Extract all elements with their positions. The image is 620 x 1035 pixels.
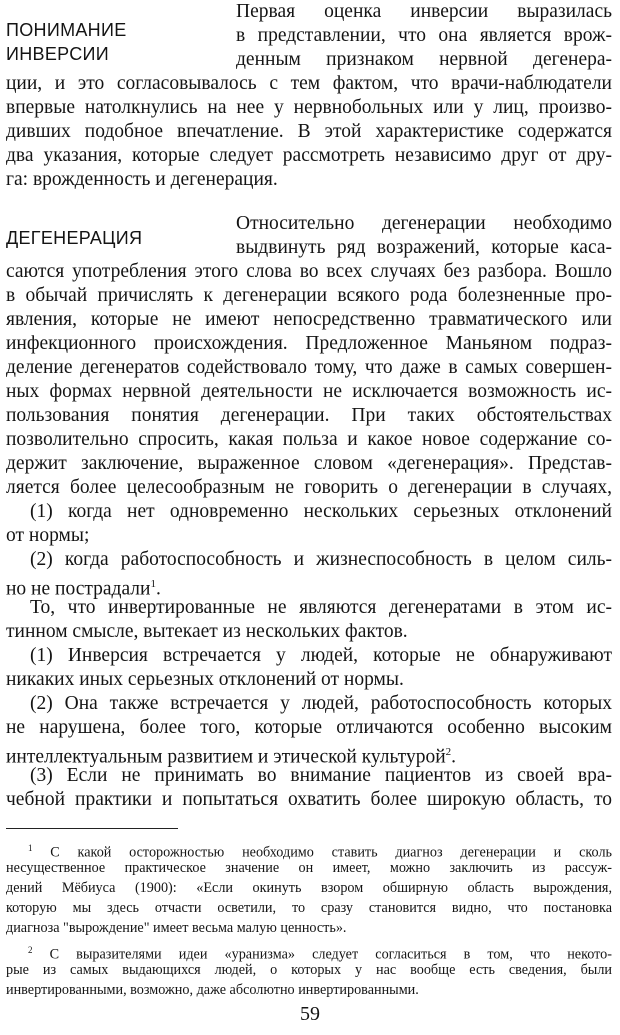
text-line: два указания, которые следует рассмотреть независимо друг от дру- [6,145,612,166]
text-line: ции, и это согласовывалось с тем фактом, что врачи-наблюдатели [6,73,612,94]
section-heading-degeneration: ДЕГЕНЕРАЦИЯ [6,228,143,248]
section-heading-inversion: ИНВЕРСИИ [6,44,110,64]
footnote-1-line: которую мы здесь отчасти осветили, то сразу становится видно, что постановка [6,900,612,916]
footnote-marker-2: 2 [28,945,33,955]
page-number: 59 [300,1003,320,1025]
footnote-text: С какой осторожностью необходимо ставить диагноз дегенерации и сколь [50,844,612,861]
footnote-2-line: рые из самых выдающихся людей, о которых у нас вообще есть сведения, были [6,962,612,978]
text-line: дивших подобное впечатление. В этой характеристике содержатся [6,121,612,142]
text-line: не нарушена, более того, которые отличаются особенно высоким [6,717,612,738]
footnote-ref-1[interactable]: 1 [150,578,156,590]
text-line: впервые натолкнулись на нее у нервнобольных или у лиц, произво- [6,97,612,118]
text-line: в обычай причислять к дегенерации всякого рода болезненные про- [6,285,612,306]
text-line: То, что инвертированные не являются дегенератами в этом ис- [30,597,612,618]
text-line: денным признаком нервной дегенера- [236,49,612,70]
footnote-text: С выразителями идеи «уранизма» следует согласиться в том, что некото- [49,946,612,963]
text-line: явления, которые не имеют непосредственно травматического или [6,309,612,330]
text-line: инфекционного происхождения. Предложенное Маньяном подраз- [6,333,612,354]
text-line: держит заключение, выраженное словом «дегенерация». Представ- [6,453,612,474]
text-line: деление дегенератов содействовало тому, что даже в самых совершен- [6,357,612,378]
text-line: Первая оценка инверсии выразилась [236,1,612,22]
text-line: от нормы; [6,525,90,546]
text-line: чебной практики и попытаться охватить более широкую область, то [6,789,612,810]
text-line: в представлении, что она является врож- [236,25,612,46]
text-line: (1) Инверсия встречается у людей, которые не обнаруживают [30,645,612,666]
text-line: никаких иных серьезных отклонений от нормы. [6,669,404,690]
footnote-1-line: дений Мёбиуса (1900): «Если окинуть взором обширную область вырождения, [6,880,612,896]
text-line: Относительно дегенерации необходимо [236,213,612,234]
footnote-ref-2[interactable]: 2 [445,746,452,758]
text-line: (3) Если не принимать во внимание пациентов из своей вра- [30,765,612,786]
text-line: ляется более целесообразным не говорить о дегенерации в случаях, [6,477,612,498]
text-line: пользования понятия дегенерации. При таких обстоятельствах [6,405,612,426]
text-line: (1) когда нет одновременно нескольких серьезных отклонений [30,501,612,522]
text-line: тинном смысле, вытекает из нескольких фактов. [6,621,408,642]
footnote-1-line: диагноза "вырождение" имеет весьма малую ценность». [6,920,347,936]
text-line: саются употребления этого слова во всех случаях без разбора. Вошло [6,261,612,282]
footnote-1-line: несущественное практическое значение он имеет, можно заключить из рассуж- [6,860,612,876]
text-fragment: . [155,578,161,600]
text-line: га: врожденность и дегенерация. [6,169,278,190]
text-line: (2) когда работоспособность и жизнеспособность в целом силь- [30,549,612,570]
text-fragment: интеллектуальным развитием и этической культурой [6,746,446,768]
text-line: (2) Она также встречается у людей, работоспособность которых [30,693,612,714]
text-line: позволительно спросить, какая польза и какое новое содержание со- [6,429,612,450]
footnote-marker-1: 1 [28,843,33,853]
footnote-2-line: инвертированными, возможно, даже абсолютно инвертированными. [6,982,419,998]
text-fragment: . [451,746,457,768]
text-line: выдвинуть ряд возражений, которые каса- [236,237,612,258]
text-fragment: но не пострадали [6,578,151,600]
section-heading-understanding: ПОНИМАНИЕ [6,20,127,40]
text-line: ных формах нервной деятельности не исключается возможность ис- [6,381,612,402]
footnote-divider [6,828,178,829]
